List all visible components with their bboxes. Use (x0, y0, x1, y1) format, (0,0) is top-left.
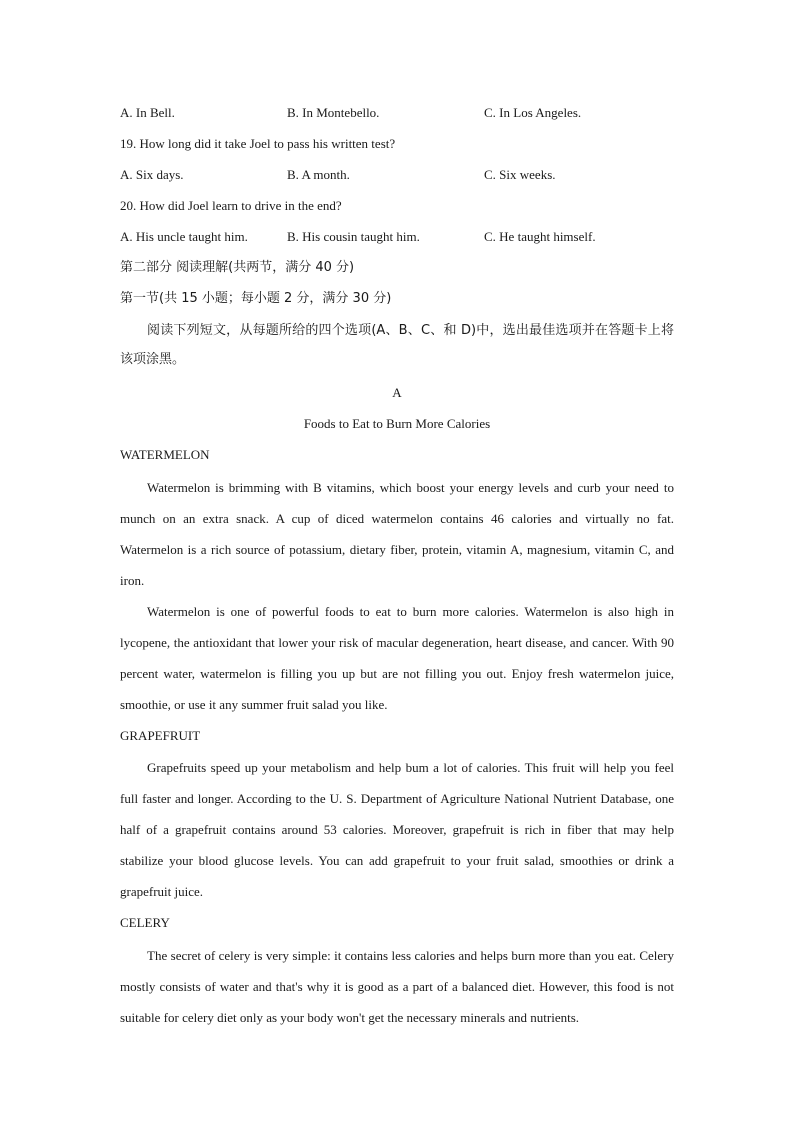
q18-option-a: A. In Bell. (120, 105, 175, 120)
section-heading-celery: CELERY (120, 915, 170, 930)
article-title: Foods to Eat to Burn More Calories (303, 416, 491, 431)
section-subtitle: 第一节(共 15 小题；每小题 2 分，满分 30 分) (120, 291, 392, 306)
q20-option-a: A. His uncle taught him. (120, 229, 248, 244)
q20-option-c: C. He taught himself. (484, 229, 596, 244)
section-heading-grapefruit: GRAPEFRUIT (120, 728, 201, 743)
q20-question: 20. How did Joel learn to drive in the end? (120, 198, 342, 213)
celery-paragraph-1: The secret of celery is very simple: it contains less calories and helps burn more than you eat. Celery mostly consists of water and that's why it is good as a part of a balanced diet. However, this food is not suitable for celery diet only as your body won't get the necessary minerals and nutrients. (120, 948, 674, 1025)
q19-question: 19. How long did it take Joel to pass his written test? (120, 136, 396, 151)
q19-option-c: C. Six weeks. (484, 167, 556, 182)
q19-option-b: B. A month. (287, 167, 350, 182)
grapefruit-paragraph-1: Grapefruits speed up your metabolism and help bum a lot of calories. This fruit will help you feel full faster and longer. According to the U. S. Department of Agriculture National Nutrient Database, one half of a grapefruit contains around 53 calories. Moreover, grapefruit is rich in fiber that may help stabilize your blood glucose levels. You can add grapefruit to your fruit salad, smoothies or drink a grapefruit juice. (120, 760, 674, 899)
q20-option-b: B. His cousin taught him. (287, 229, 420, 244)
reading-instruction: 阅读下列短文，从每题所给的四个选项(A、B、C、和 D)中，选出最佳选项并在答题卡上将该项涂黑。 (120, 323, 674, 367)
q18-option-c: C. In Los Angeles. (484, 105, 582, 120)
section-heading-watermelon: WATERMELON (120, 447, 210, 462)
article-letter: A (392, 385, 402, 400)
part-title: 第二部分 阅读理解(共两节，满分 40 分) (120, 260, 355, 275)
watermelon-paragraph-2: Watermelon is one of powerful foods to eat to burn more calories. Watermelon is also high in lycopene, the antioxidant that lower your risk of macular degeneration, heart disease, and cancer. With 90 percent water, watermelon is filling you up but are not filling you out. Enjoy fresh watermelon juice, smoothie, or use it any summer fruit salad you like. (120, 604, 674, 712)
watermelon-paragraph-1: Watermelon is brimming with B vitamins, which boost your energy levels and curb your need to munch on an extra snack. A cup of diced watermelon contains 46 calories and virtually no fat. Watermelon is a rich source of potassium, dietary fiber, protein, vitamin A, magnesium, vitamin C, and iron. (120, 480, 674, 588)
q19-option-a: A. Six days. (120, 167, 184, 182)
q18-option-b: B. In Montebello. (287, 105, 380, 120)
